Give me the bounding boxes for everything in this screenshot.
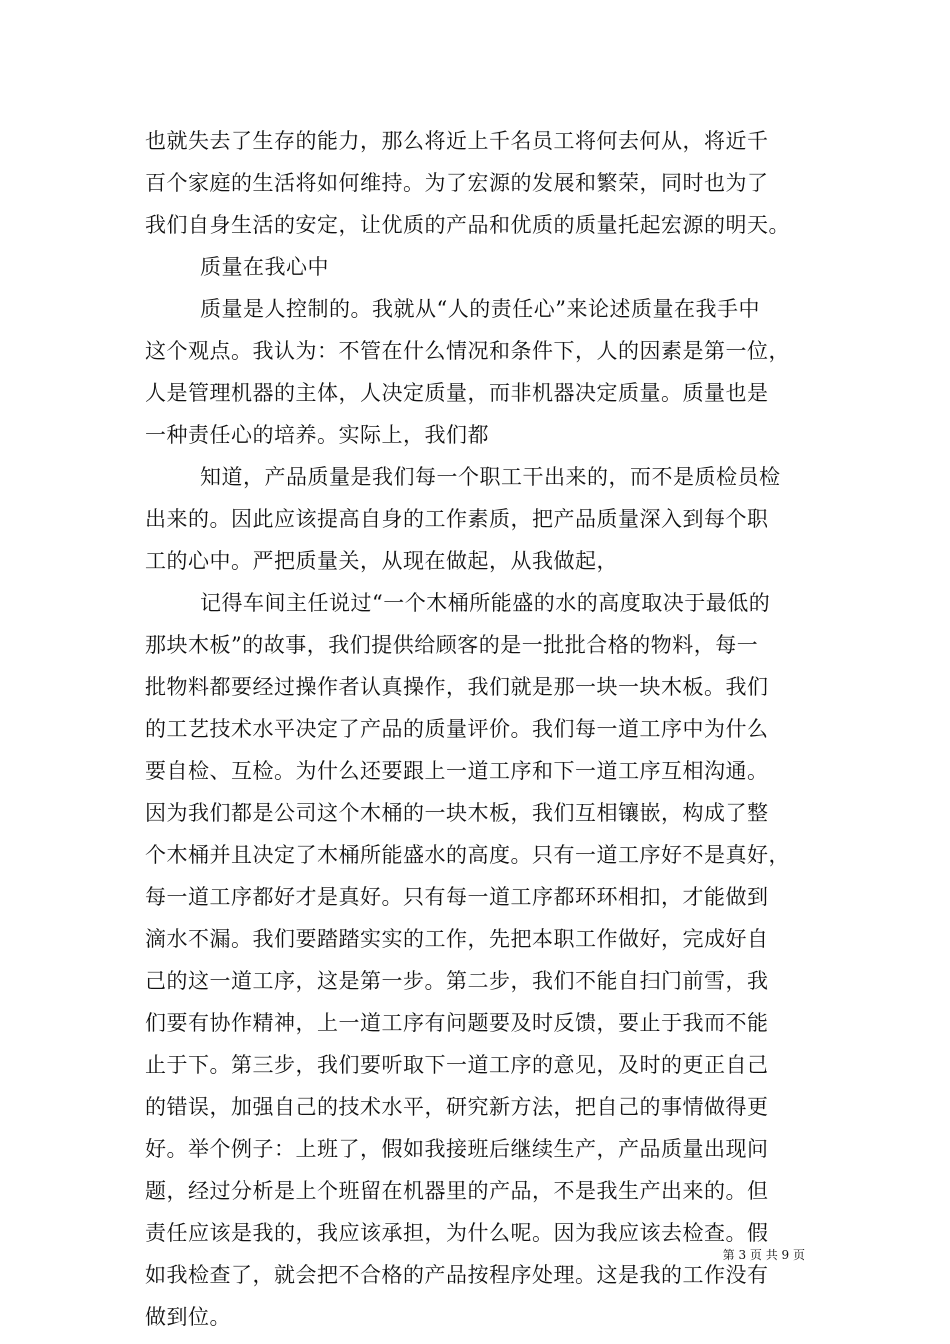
text-line: 们要有协作精神，上一道工序有问题要及时反馈，要止于我而不能: [145, 1011, 769, 1035]
text-line: 出来的。因此应该提高自身的工作素质，把产品质量深入到每个职: [145, 507, 769, 531]
text-line: 那块木板”的故事，我们提供给顾客的是一批批合格的物料，每一: [145, 633, 759, 657]
text-line: 做到位。: [145, 1305, 231, 1329]
text-line: 批物料都要经过操作者认真操作，我们就是那一块一块木板。我们: [145, 675, 769, 699]
text-line: 己的这一道工序，这是第一步。第二步，我们不能自扫门前雪，我: [145, 969, 769, 993]
text-line: 人是管理机器的主体，人决定质量，而非机器决定质量。质量也是: [145, 381, 769, 405]
document-body: [145, 120, 807, 1338]
section-heading: 质量在我心中: [200, 255, 329, 279]
text-line: 质量是人控制的。我就从“人的责任心”来论述质量在我手中: [200, 297, 760, 321]
text-line: 工的心中。严把质量关，从现在做起，从我做起，: [145, 549, 618, 573]
text-line: 题，经过分析是上个班留在机器里的产品，不是我生产出来的。但: [145, 1179, 769, 1203]
text-line: 我们自身生活的安定，让优质的产品和优质的质量托起宏源的明天。: [145, 213, 790, 237]
text-line: 因为我们都是公司这个木桶的一块木板，我们互相镶嵌，构成了整: [145, 801, 769, 825]
text-line: 的工艺技术水平决定了产品的质量评价。我们每一道工序中为什么: [145, 717, 769, 741]
text-line: 好。举个例子：上班了，假如我接班后继续生产，产品质量出现问: [145, 1137, 769, 1161]
text-line: 个木桶并且决定了木桶所能盛水的高度。只有一道工序好不是真好，: [145, 843, 790, 867]
text-line: 这个观点。我认为：不管在什么情况和条件下，人的因素是第一位，: [145, 339, 790, 363]
text-line: 也就失去了生存的能力，那么将近上千名员工将何去何从，将近千: [145, 129, 769, 153]
text-line: 的错误，加强自己的技术水平，研究新方法，把自己的事情做得更: [145, 1095, 769, 1119]
text-line: 记得车间主任说过“一个木桶所能盛的水的高度取决于最低的: [200, 591, 771, 615]
text-line: 如我检查了，就会把不合格的产品按程序处理。这是我的工作没有: [145, 1263, 769, 1287]
text-line: 每一道工序都好才是真好。只有每一道工序都环环相扣，才能做到: [145, 885, 769, 909]
text-line: 要自检、互检。为什么还要跟上一道工序和下一道工序互相沟通。: [145, 759, 769, 783]
page-number: 第 3 页 共 9 页: [722, 1248, 805, 1262]
text-line: 滴水不漏。我们要踏踏实实的工作，先把本职工作做好，完成好自: [145, 927, 769, 951]
text-line: 知道，产品质量是我们每一个职工干出来的，而不是质检员检: [200, 465, 781, 489]
text-line: 责任应该是我的，我应该承担，为什么呢。因为我应该去检查。假: [145, 1221, 769, 1245]
text-line: 止于下。第三步，我们要听取下一道工序的意见，及时的更正自己: [145, 1053, 769, 1077]
text-line: 一种责任心的培养。实际上，我们都: [145, 423, 489, 447]
text-line: 百个家庭的生活将如何维持。为了宏源的发展和繁荣，同时也为了: [145, 171, 769, 195]
